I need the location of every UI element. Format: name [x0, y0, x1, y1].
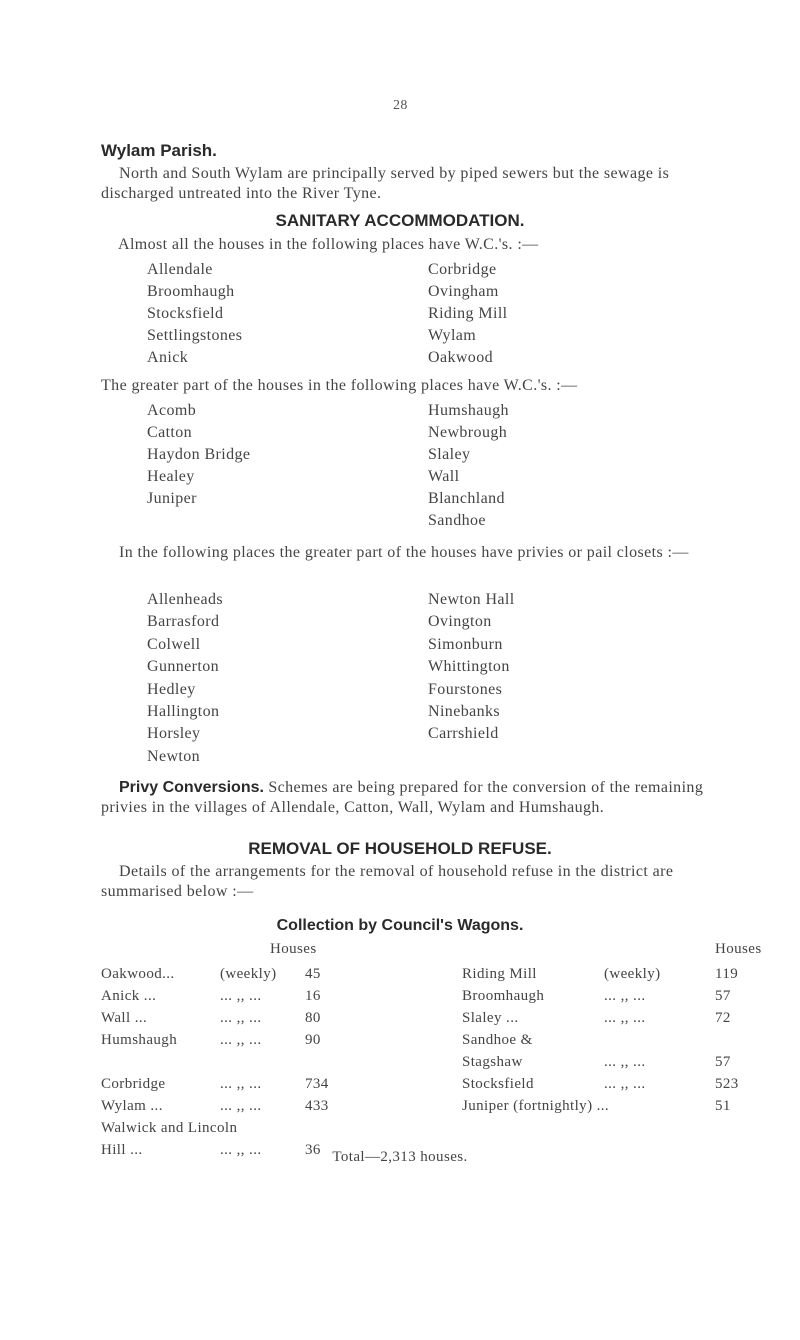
right-houses-cell: 119: [715, 966, 739, 982]
right-frequency-cell: ... ,, ...: [604, 1076, 646, 1092]
wc-greater-intro: The greater part of the houses in the following places have W.C.'s. :—: [101, 377, 578, 394]
left-place-cell: Hill ...: [101, 1142, 143, 1158]
privy-paragraph: [101, 778, 741, 818]
right-place-cell: Sandhoe &: [462, 1032, 533, 1048]
wc-greater-left-item: Healey: [147, 468, 195, 485]
wc-almost-all-right-item: Riding Mill: [428, 305, 508, 322]
intro-text: North and South Wylam are principally served by piped sewers but the sewage is discharged untreated into the River Tyne.: [101, 165, 670, 202]
wc-greater-left-item: Catton: [147, 424, 193, 441]
wc-almost-all-right-item: Corbridge: [428, 261, 497, 278]
privies-left-item: Gunnerton: [147, 658, 220, 676]
wc-almost-all-left-item: Broomhaugh: [147, 283, 235, 300]
wc-greater-right-item: Slaley: [428, 446, 471, 463]
right-place-cell: Broomhaugh: [462, 988, 545, 1004]
wc-greater-right-item: Humshaugh: [428, 402, 509, 419]
privies-left-item: Allenheads: [147, 591, 223, 608]
left-houses-cell: 80: [305, 1010, 321, 1026]
wc-almost-all-right-item: Wylam: [428, 327, 477, 344]
wc-greater-right-item: Blanchland: [428, 490, 505, 507]
left-place-cell: Walwick and Lincoln: [101, 1120, 238, 1136]
right-houses-cell: 57: [715, 1054, 731, 1070]
privies-paragraph: [101, 543, 741, 563]
page-number: 28: [393, 98, 408, 113]
wc-greater-right-item: Sandhoe: [428, 512, 486, 529]
refuse-paragraph: [101, 862, 741, 902]
privies-right-item: Newton Hall: [428, 591, 515, 608]
left-frequency-cell: ... ,, ...: [220, 1142, 262, 1158]
wc-greater-right-item: Newbrough: [428, 424, 508, 441]
left-frequency-cell: (weekly): [220, 966, 277, 982]
privies-right-item: Carrshield: [428, 725, 499, 743]
privies-right-item: Whittington: [428, 658, 510, 676]
right-frequency-cell: ... ,, ...: [604, 988, 646, 1004]
right-houses-cell: 51: [715, 1098, 731, 1114]
privies-left-list: [147, 589, 223, 768]
wc-greater-left-item: Juniper: [147, 490, 197, 507]
privies-right-item: Ovington: [428, 613, 492, 631]
left-frequency-cell: ... ,, ...: [220, 1098, 262, 1114]
left-place-cell: Corbridge: [101, 1076, 166, 1092]
right-houses-cell: 57: [715, 988, 731, 1004]
left-houses-cell: 734: [305, 1076, 329, 1092]
privies-intro: In the following places the greater part of the houses have privies or pail closets :—: [119, 544, 689, 561]
wc-greater-left-item: Haydon Bridge: [147, 446, 251, 463]
right-frequency-cell: ... ,, ...: [604, 1010, 646, 1026]
privy-heading: Privy Conversions.: [119, 779, 264, 796]
houses-header-left: Houses: [270, 941, 317, 957]
right-houses-cell: 72: [715, 1010, 731, 1026]
privies-left-item: Horsley: [147, 725, 201, 743]
left-houses-cell: 16: [305, 988, 321, 1004]
wc-almost-all-intro: Almost all the houses in the following places have W.C.'s. :—: [118, 236, 539, 253]
privies-right-item: Simonburn: [428, 635, 503, 653]
wc-almost-all-left-item: Allendale: [147, 261, 213, 278]
right-place-cell: Riding Mill: [462, 966, 537, 982]
wc-greater-right-list: [428, 400, 509, 532]
left-place-cell: Wall ...: [101, 1010, 148, 1026]
total-line: Total—2,313 houses.: [332, 1149, 468, 1165]
privies-left-item: Newton: [147, 747, 201, 765]
left-place-cell: Wylam ...: [101, 1098, 163, 1114]
wc-almost-all-right-item: Ovingham: [428, 283, 499, 300]
left-place-cell: Oakwood...: [101, 966, 175, 982]
privies-left-item: Hedley: [147, 680, 196, 698]
refuse-heading: REMOVAL OF HOUSEHOLD REFUSE.: [248, 839, 552, 858]
right-place-cell: Stagshaw: [462, 1054, 523, 1070]
wc-greater-left-list: [147, 400, 250, 510]
right-frequency-cell: (weekly): [604, 966, 661, 982]
left-place-cell: Humshaugh: [101, 1032, 178, 1048]
left-frequency-cell: ... ,, ...: [220, 1032, 262, 1048]
right-place-cell: Juniper (fortnightly) ...: [462, 1098, 610, 1114]
privies-left-item: Hallington: [147, 703, 220, 721]
houses-header-right: Houses: [715, 941, 762, 957]
wc-almost-all-left-item: Anick: [147, 349, 189, 366]
wc-almost-all-left-list: [147, 259, 242, 369]
right-place-cell: Slaley ...: [462, 1010, 519, 1026]
privy-text: Schemes are being prepared for the conversion of the remaining privies in the villages of Allendale, Catton, Wall, Wylam and Humshaugh.: [101, 779, 704, 816]
left-frequency-cell: ... ,, ...: [220, 988, 262, 1004]
collection-heading: Collection by Council's Wagons.: [276, 917, 524, 934]
left-frequency-cell: ... ,, ...: [220, 1010, 262, 1026]
left-houses-cell: 90: [305, 1032, 321, 1048]
left-houses-cell: 36: [305, 1142, 321, 1158]
sanitary-heading: SANITARY ACCOMMODATION.: [275, 211, 525, 230]
left-place-cell: Anick ...: [101, 988, 157, 1004]
intro-paragraph: [101, 164, 741, 204]
wc-almost-all-right-item: Oakwood: [428, 349, 494, 366]
left-frequency-cell: ... ,, ...: [220, 1076, 262, 1092]
left-houses-cell: 45: [305, 966, 321, 982]
right-houses-cell: 523: [715, 1076, 739, 1092]
privies-right-item: Fourstones: [428, 680, 503, 698]
privies-left-item: Barrasford: [147, 613, 220, 631]
refuse-text: Details of the arrangements for the removal of household refuse in the district are summarised below :—: [101, 863, 674, 900]
wc-almost-all-left-item: Stocksfield: [147, 305, 224, 322]
right-frequency-cell: ... ,, ...: [604, 1054, 646, 1070]
left-houses-cell: 433: [305, 1098, 329, 1114]
privies-right-list: [428, 589, 515, 746]
wc-greater-left-item: Acomb: [147, 402, 197, 419]
right-place-cell: Stocksfield: [462, 1076, 534, 1092]
wc-almost-all-left-item: Settlingstones: [147, 327, 243, 344]
parish-heading: Wylam Parish.: [101, 141, 217, 160]
wc-almost-all-right-list: [428, 259, 508, 369]
privies-left-item: Colwell: [147, 635, 201, 653]
wc-greater-right-item: Wall: [428, 468, 460, 485]
privies-right-item: Ninebanks: [428, 703, 501, 721]
